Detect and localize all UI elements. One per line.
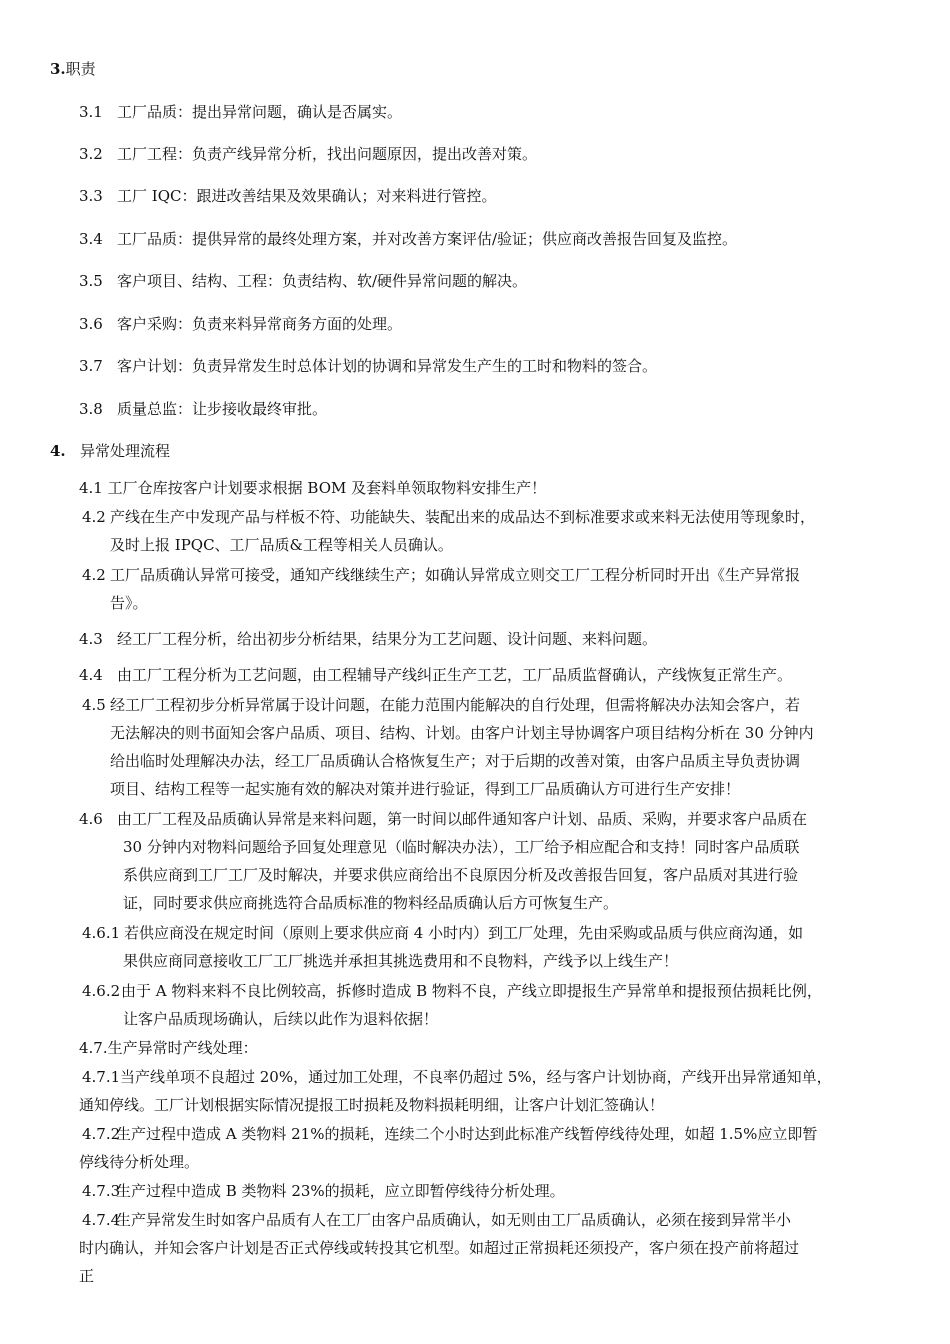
list-item: 3.7 客户计划：负责异常发生时总体计划的协调和异常发生产生的工时和物料的签合。: [79, 357, 658, 375]
section-3-heading: [50, 59, 96, 79]
paragraph-4-2a: 4.2 产线在生产中发现产品与样板不符、功能缺失、装配出来的成品达不到标准要求或来料无法使用等现象时，: [82, 508, 816, 526]
paragraph-4-7-title: 4.7.生产异常时产线处理：: [79, 1039, 258, 1057]
paragraph-4-7-3: 4.7.3生产过程中造成 B 类物料 23%的损耗，应立即暂停线待分析处理。: [82, 1182, 565, 1200]
paragraph-4-7-1: 4.7.1当产线单项不良超过 20%，通过加工处理，不良率仍超过 5%，经与客户计划协商，产线开出异常通知单，: [82, 1068, 832, 1086]
section-4-title: 异常处理流程: [80, 442, 171, 460]
paragraph-4-6: 4.6 由工厂工程及品质确认异常是来料问题，第一时间以邮件通知客户计划、品质、采购，并要求客户品质在: [79, 810, 808, 828]
paragraph-4-7-2: 4.7.2生产过程中造成 A 类物料 21%的损耗，连续二个小时达到此标准产线暂停线待处理，如超 1.5%应立即暂: [82, 1125, 818, 1143]
list-item: 3.6 客户采购：负责来料异常商务方面的处理。: [79, 315, 403, 333]
list-item: 3.8 质量总监：让步接收最终审批。: [79, 400, 328, 418]
paragraph-4-1: 4.1 工厂仓库按客户计划要求根据 BOM 及套料单领取物料安排生产！: [79, 479, 547, 497]
paragraph-4-5: 4.5 经工厂工程初步分析异常属于设计问题，在能力范围内能解决的自行处理，但需将解决办法知会客户，若: [82, 696, 801, 714]
document-page: 3.职责 3.1 工厂品质：提出异常问题，确认是否属实。 3.2 工厂工程：负责产线异常分析，找出问题原因，提出改善对策。 3.3 工厂 IQC：跟进改善结果及效果确认；对来料进行管控。 3.4 工厂品质：提供异常的最终处理方案，并对改善方案评估/验证；供应商改善报告回复及监控。 3.5 客户项目、结构、工程：负责结构、软/硬件异常问题的解决。 3.6 客户采购：负责来料异常商务方面的处理。 3.7 客户计划：负责异常发生时总体计划的协调和异常发生产生的工时和物料的签合。 3.8 质量总监：让步接收最终审批。 4. 异常处理流程 4.1 工厂仓库按客户计划要求根据 BOM 及套料单领取物料安排生产！ 4.2 产线在生产中发现产品与样板不符、功能缺失、装配出来的成品达不到标准要求或来料无法使用等现象时， 及时上报 IPQC、工厂品质&工程等相关人员确认。 4.2 工厂品质确认异常可接受，通知产线继续生产；如确认异常成立则交工厂工程分析同时开出《生产异常报 告》。 4.3 经工厂工程分析，给出初步分析结果，结果分为工艺问题、设计问题、来料问题。 4.4 由工厂工程分析为工艺问题，由工程辅导产线纠正生产工艺，工厂品质监督确认，产线恢复正常生产。 4.5 经工厂工程初步分析异常属于设计问题，在能力范围内能解决的自行处理，但需将解决办法知会客户，若 无法解决的则书面知会客户品质、项目、结构、计划。由客户计划主导协调客户项目结构分析在 30 分钟内 给出临时处理解决办法，经工厂品质确认合格恢复生产；对于后期的改善对策，由客户品质主导负责协调 项目、结构工程等一起实施有效的解决对策并进行验证，得到工厂品质确认方可进行生产安排！ 4.6 由工厂工程及品质确认异常是来料问题，第一时间以邮件通知客户计划、品质、采购，并要求客户品质在 30 分钟内对物料问题给予回复处理意见（临时解决办法），工厂给予相应配合和支持！同时客户品质联 系供应商到工厂工厂及时解决，并要求供应商给出不良原因分析及改善报告回复，客户品质对其进行验 证，同时要求供应商挑选符合品质标准的物料经品质确认后方可恢复生产。 4.6.1 若供应商没在规定时间（原则上要求供应商 4 小时内）到工厂处理，先由采购或品质与供应商沟通，如 果供应商同意接收工厂工厂挑选并承担其挑选费用和不良物料，产线予以上线生产！ 4.6.2由于 A 物料来料不良比例较高，拆修时造成 B 物料不良，产线立即提报生产异常单和提报预估损耗比例， 让客户品质现场确认，后续以此作为退料依据！ 4.7.生产异常时产线处理： 4.7.1当产线单项不良超过 20%，通过加工处理，不良率仍超过 5%，经与客户计划协商，产线开出异常通知单， 通知停线。工厂计划根据实际情况提报工时损耗及物料损耗明细，让客户计划汇签确认！ 4.7.2生产过程中造成 A 类物料 21%的损耗，连续二个小时达到此标准产线暂停线待处理，如超 1.5%应立即暂 停线待分析处理。 4.7.3生产过程中造成 B 类物料 23%的损耗，应立即暂停线待分析处理。 4.7.4生产异常发生时如客户品质有人在工厂由客户品质确认，如无则由工厂品质确认，必须在接到异常半小 时内确认，并知会客户计划是否正式停线或转投其它机型。如超过正常损耗还须投产，客户须在投产前将超过 正: [50, 60, 832, 1285]
section-4-number: 4.: [50, 442, 66, 460]
paragraph-4-7-4: 4.7.4生产异常发生时如客户品质有人在工厂由客户品质确认，如无则由工厂品质确认，必须在接到异常半小: [82, 1211, 792, 1229]
list-item: 3.1 工厂品质：提出异常问题，确认是否属实。: [79, 103, 403, 121]
section-3-number: 3.: [50, 60, 66, 78]
section-4-heading: [50, 441, 170, 461]
paragraph-4-3: 4.3 经工厂工程分析，给出初步分析结果，结果分为工艺问题、设计问题、来料问题。: [79, 630, 658, 648]
paragraph-4-6-2: 4.6.2由于 A 物料来料不良比例较高，拆修时造成 B 物料不良，产线立即提报生产异常单和提报预估损耗比例，: [82, 982, 822, 1000]
list-item: 3.4 工厂品质：提供异常的最终处理方案，并对改善方案评估/验证；供应商改善报告回复及监控。: [79, 230, 738, 248]
paragraph-4-2b: 4.2 工厂品质确认异常可接受，通知产线继续生产；如确认异常成立则交工厂工程分析同时开出《生产异常报: [82, 566, 801, 584]
paragraph-4-4: 4.4 由工厂工程分析为工艺问题，由工程辅导产线纠正生产工艺，工厂品质监督确认，产线恢复正常生产。: [79, 666, 793, 684]
list-item: 3.2 工厂工程：负责产线异常分析，找出问题原因，提出改善对策。: [79, 145, 538, 163]
section-3-title: 职责: [65, 60, 96, 78]
list-item: 3.5 客户项目、结构、工程：负责结构、软/硬件异常问题的解决。: [79, 272, 528, 290]
paragraph-4-6-1: 4.6.1 若供应商没在规定时间（原则上要求供应商 4 小时内）到工厂处理，先由采购或品质与供应商沟通，如: [82, 924, 804, 942]
list-item: 3.3 工厂 IQC：跟进改善结果及效果确认；对来料进行管控。: [79, 187, 497, 205]
